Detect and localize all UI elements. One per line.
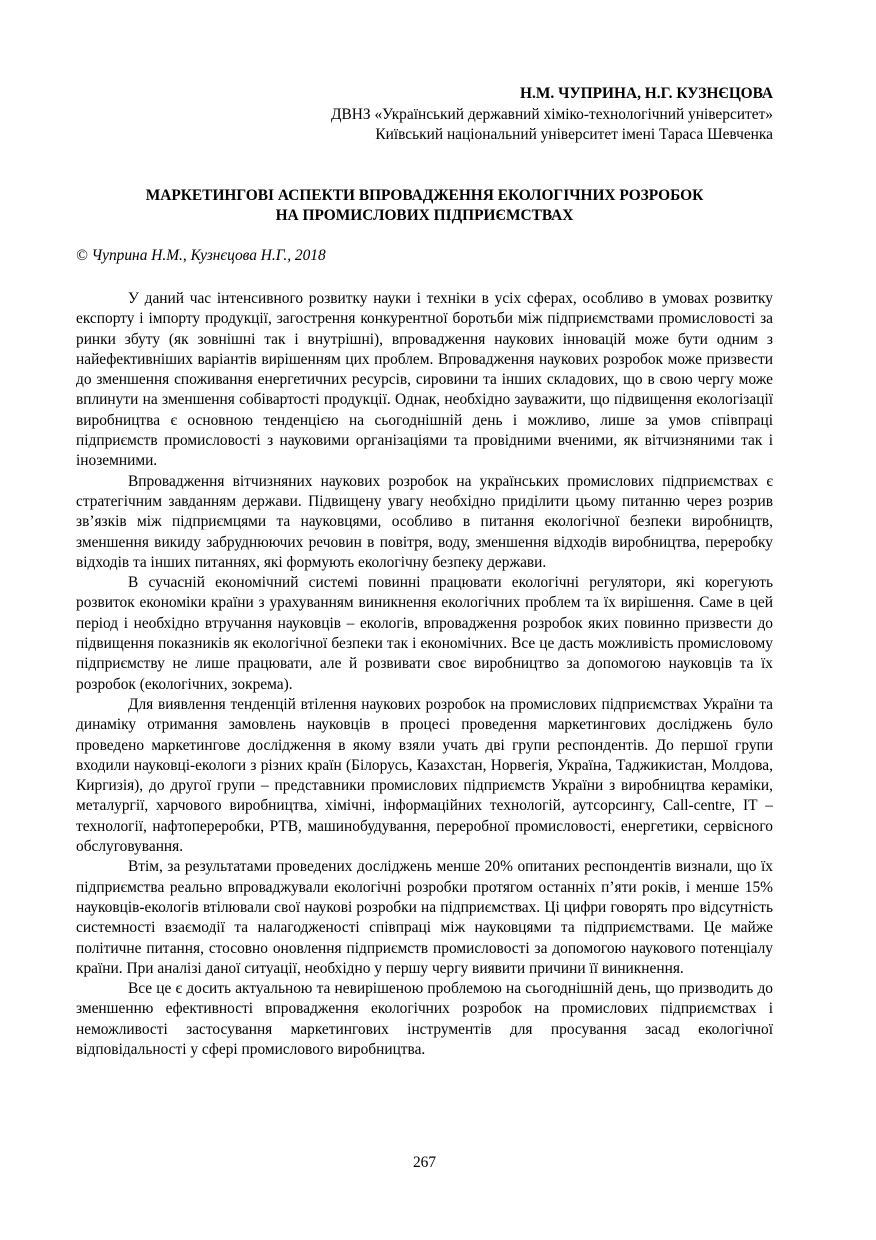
document-page <box>76 0 773 1240</box>
page-number: 267 <box>412 1154 437 1171</box>
body-text <box>76 289 773 1060</box>
paragraph-6: Все це є досить актуальною та невирішеною проблемою на сьогоднішній день, що призводить до зменшенню ефективності впровадження екологічних розробок на промислових підприємствах і неможливості застосування маркетингових інструментів для просування засад екологічної відповідальності у сфері промислового виробництва. <box>76 980 773 1058</box>
paragraph-4: Для виявлення тенденцій втілення наукових розробок на промислових підприємствах України та динаміку отримання замовлень науковців в процесі проведення маркетингових досліджень було проведено маркетингове дослідження в якому взяли учать дві групи респондентів. До першої групи входили науковці-екологи з різних країн (Білорусь, Казахстан, Норвегія, Україна, Таджикистан, Молдова, Киргизія), до другої групи – представники промислових підприємств України з виробництва кераміки, металургії, харчового виробництва, хімічні, інформаційних технологій, аутсорсингу, Call-centre, ІТ – технології, нафтопереробки, РТВ, машинобудування, переробної промисловості, енергетики, сервісного обслуговування. <box>76 695 773 856</box>
paper-title <box>76 186 773 226</box>
paragraph-2: Впровадження вітчизняних наукових розробок на українських промислових підприємствах є стратегічним завданням держави. Підвищену увагу необхідно приділити цьому питанню через розрив зв’язків між підприємцями та науковцями, особливо в питання екологічної безпеки виробництв, зменшення викиду забруднюючих речовин в повітря, воду, зменшення відходів виробництва, переробку відходів та інших питаннях, які формують екологічну безпеку держави. <box>76 472 773 571</box>
paper-title-line-1: МАРКЕТИНГОВІ АСПЕКТИ ВПРОВАДЖЕННЯ ЕКОЛОГІЧНИХ РОЗРОБОК <box>145 187 704 204</box>
affiliation-2: Київський національний університет імені Тараса Шевченка <box>375 126 773 143</box>
copyright-notice: © Чуприна Н.М., Кузнєцова Н.Г., 2018 <box>76 247 326 264</box>
paragraph-5: Втім, за результатами проведених досліджень менше 20% опитаних респондентів визнали, що їх підприємства реально впроваджували екологічні розробки протягом останніх п’яти років, і менше 15% науковців-екологів втілювали свої наукові розробки на підприємствах. Ці цифри говорять про відсутність системності взаємодії та налагодженості співпраці між науковцями та підприємствами. Це майже політичне питання, стосовно оновлення підприємств промисловості за допомогою наукового потенціалу країни. При аналізі даної ситуації, необхідно у першу чергу виявити причини її виникнення. <box>76 858 773 977</box>
paper-title-line-2: НА ПРОМИСЛОВИХ ПІДПРИЄМСТВАХ <box>275 207 574 224</box>
affiliation-1: ДВНЗ «Український державний хіміко-технологічний університет» <box>331 106 773 123</box>
paragraph-3: В сучасній економічний системі повинні працювати екологічні регулятори, які корегують розвиток економіки країни з урахуванням виникнення екологічних проблем та їх вирішення. Саме в цей період і необхідно втручання науковців – екологів, впровадження розробок яких повинно призвести до підвищення показників як екологічної безпеки так і економічних. Все це дасть можливість промисловому підприємству не лише працювати, але й розвивати своє виробництво за допомогою науковців та їх розробок (екологічних, зокрема). <box>76 574 773 693</box>
authors: Н.М. ЧУПРИНА, Н.Г. КУЗНЄЦОВА <box>520 85 773 102</box>
paragraph-1: У даний час інтенсивного розвитку науки і техніки в усіх сферах, особливо в умовах розвитку експорту і імпорту продукції, загострення конкурентної боротьби між підприємствами промисловості за ринки збуту (як зовнішні так і внутрішні), впровадження наукових інновацій може бути одним з найефективніших варіантів вирішенням цих проблем. Впровадження наукових розробок може призвести до зменшення споживання енергетичних ресурсів, сировини та інших складових, що в свою чергу може вплинути на зменшення собівартості продукції. Однак, необхідно зауважити, що підвищення екологізації виробництва є основною тенденцією на сьогоднішній день і можливо, лише за умов співпраці підприємств промисловості з науковими організаціями та провідними вченими, як вітчизняними так і іноземними. <box>76 290 773 470</box>
